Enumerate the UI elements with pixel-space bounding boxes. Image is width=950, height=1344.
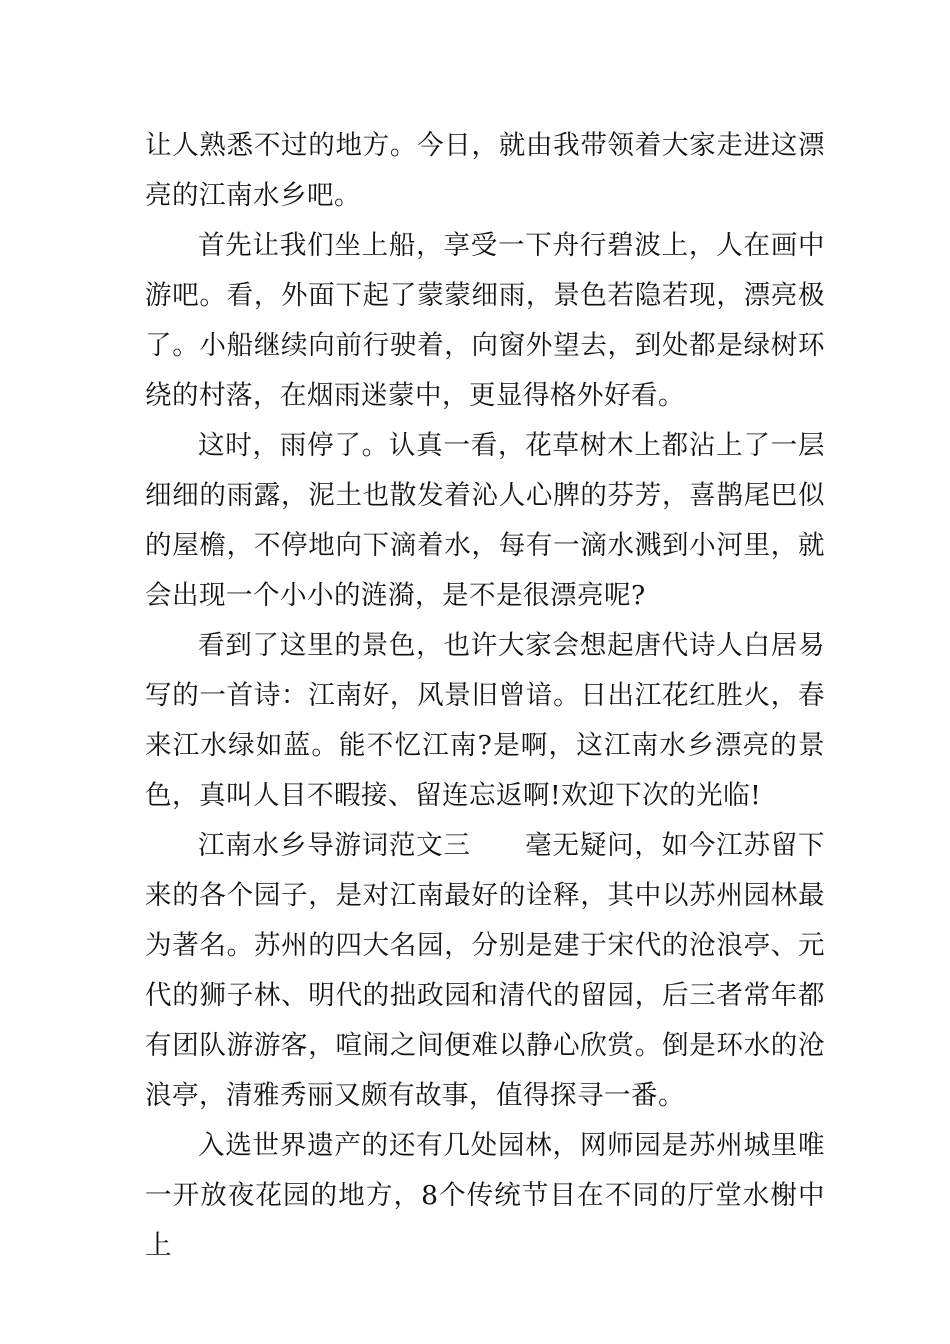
- paragraph-2: 首先让我们坐上船，享受一下舟行碧波上，人在画中游吧。看，外面下起了蒙蒙细雨，景色若隐若现，漂亮极了。小船继续向前行驶着，向窗外望去，到处都是绿树环绕的村落，在烟雨迷蒙中，更显得格外好看。: [145, 230, 825, 411]
- paragraph-4: 看到了这里的景色，也许大家会想起唐代诗人白居易写的一首诗：江南好，风景旧曾谙。日出江花红胜火，春来江水绿如蓝。能不忆江南?是啊，这江南水乡漂亮的景色，真叫人目不暇接、留连忘返啊!欢迎下次的光临!: [145, 630, 825, 811]
- paragraph-5: 江南水乡导游词范文三 毫无疑问，如今江苏留下来的各个园子，是对江南最好的诠释，其中以苏州园林最为著名。苏州的四大名园，分别是建于宋代的沧浪亭、元代的狮子林、明代的拙政园和清代的留园，后三者常年都有团队游游客，喧闹之间便难以静心欣赏。倒是环水的沧浪亭，清雅秀丽又颇有故事，值得探寻一番。: [145, 830, 825, 1111]
- paragraph-3: 这时，雨停了。认真一看，花草树木上都沾上了一层细细的雨露，泥土也散发着沁人心脾的芬芳，喜鹊尾巴似的屋檐，不停地向下滴着水，每有一滴水溅到小河里，就会出现一个小小的涟漪，是不是很漂亮呢?: [145, 430, 825, 611]
- document-body: [145, 121, 825, 1271]
- paragraph-1: 让人熟悉不过的地方。今日，就由我带领着大家走进这漂亮的江南水乡吧。: [145, 130, 825, 211]
- paragraph-6: 入选世界遗产的还有几处园林，网师园是苏州城里唯一开放夜花园的地方，8个传统节目在不同的厅堂水榭中上: [145, 1130, 825, 1261]
